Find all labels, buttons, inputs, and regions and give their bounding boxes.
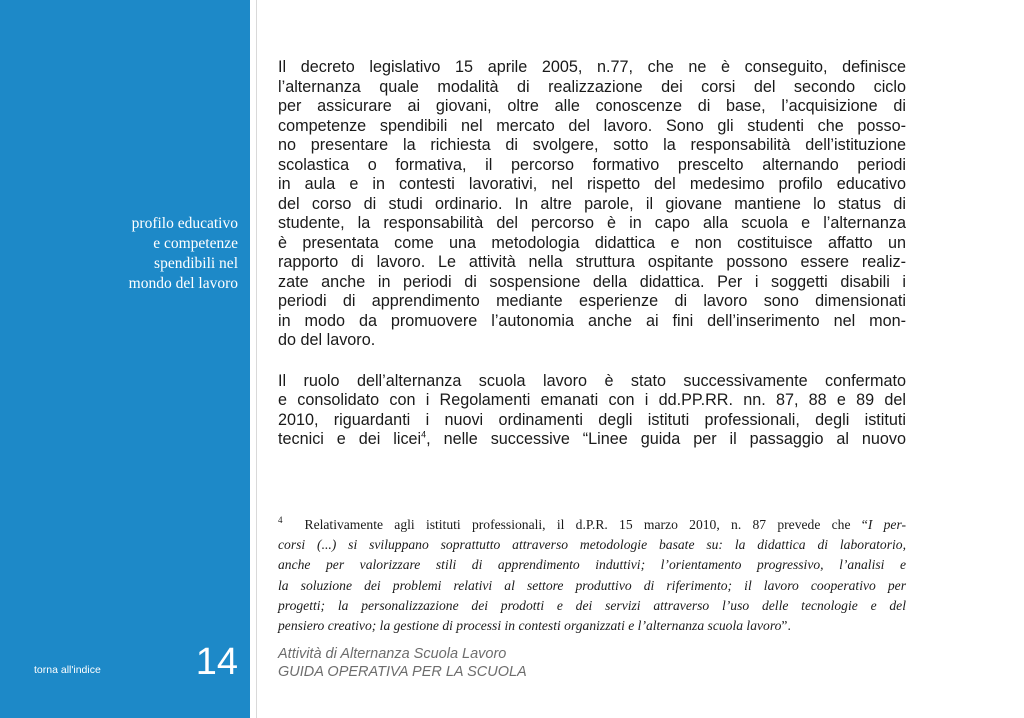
text-line: e consolidato con i Regolamenti emanati con i dd.PP.RR. nn. 87, 88 e 89 del [278, 391, 906, 409]
footnote-quote: anche per valorizzare stili di apprendimento induttivi; l’orientamento progressivo, l’analisi e [278, 557, 906, 573]
section-title-line: mondo del lavoro [128, 275, 238, 292]
text-line: in modo da promuovere l’autonomia anche ai fini dell’inserimento nel mon- [278, 311, 906, 330]
text-line: no presentare la richiesta di svolgere, sotto la responsabilità dell’istituzione [278, 136, 906, 154]
text-fragment: , nelle successive “Linee guida per il passaggio al nuovo [426, 430, 906, 448]
footnote-line [278, 535, 906, 555]
footer-title: Attività di Alternanza Scuola Lavoro [278, 646, 507, 662]
text-line: in aula e in contesti lavorativi, nel rispetto del medesimo profilo educativo [278, 175, 906, 193]
footnote-line [278, 576, 906, 596]
text-line [278, 430, 906, 450]
text-line: è presentata come una metodologia didattica e non costituisce affatto un [278, 233, 906, 252]
footnote-quote: pensiero creativo; la gestione di processi in contesti organizzati e l’alternanza scuola lavoro [278, 618, 782, 634]
paragraph-2 [278, 372, 906, 450]
sidebar [0, 0, 250, 718]
running-footer [278, 645, 527, 681]
footnote-line [278, 616, 906, 636]
text-fragment: tecnici e dei licei [278, 430, 422, 448]
footnote-quote: I per- [867, 517, 907, 532]
text-line: studente, la responsabilità del percorso è in capo alla scuola e l’alternanza [278, 214, 906, 232]
text-line: 2010, riguardanti i nuovi ordinamenti degli istituti professionali, degli istituti [278, 410, 906, 429]
footnote-text: Relativamente agli istituti professionali, il d.P.R. 15 marzo 2010, n. 87 prevede che “ [304, 517, 868, 532]
body-text [278, 58, 906, 450]
text-line: competenze spendibili nel mercato del lavoro. Sono gli studenti che posso- [278, 116, 906, 135]
margin-divider [256, 0, 257, 718]
text-line: del corso di studi ordinario. In altre parole, il giovane mantiene lo status di [278, 194, 906, 213]
footer-subtitle: GUIDA OPERATIVA PER LA SCUOLA [278, 664, 527, 680]
section-title [18, 214, 238, 294]
text-line: Il ruolo dell’alternanza scuola lavoro è stato successivamente confermato [278, 371, 906, 390]
text-line: rapporto di lavoro. Le attività nella struttura ospitante possono essere realiz- [278, 253, 906, 271]
section-title-line: profilo educativo [131, 215, 238, 232]
footnote-quote: la soluzione dei problemi relativi al settore produttivo di riferimento; il lavoro cooperativo per [278, 577, 906, 593]
text-line: Il decreto legislativo 15 aprile 2005, n.77, che ne è conseguito, definisce [278, 58, 906, 76]
footnote [278, 510, 906, 636]
section-title-line: e competenze [153, 235, 238, 252]
footnote-number: 4 [278, 515, 283, 525]
footnote-line [278, 596, 906, 616]
text-line: periodi di apprendimento mediante esperienze di lavoro sono dimensionati [278, 292, 906, 310]
footnote-line [278, 555, 906, 575]
paragraph-1 [278, 58, 906, 351]
text-line: scolastica o formativa, il percorso formativo prescelto alternando periodi [278, 155, 906, 174]
section-title-line: spendibili nel [154, 255, 238, 272]
footnote-reference[interactable]: 4 [421, 429, 427, 440]
footnote-quote: corsi (...) si sviluppano soprattutto attraverso metodologie basate su: la didattica di laboratorio, [278, 537, 906, 553]
footnote-quote: progetti; la personalizzazione dei prodotti e dei servizi attraverso l’uso delle tecnologie e del [278, 597, 906, 613]
page-number: 14 [195, 641, 238, 683]
footnote-line [278, 510, 906, 535]
text-line: zate anche in periodi di sospensione della didattica. Per i soggetti disabili i [278, 272, 906, 291]
text-line: per assicurare ai giovani, oltre alle conoscenze di base, l’acquisizione di [278, 97, 906, 115]
back-to-index-link[interactable]: torna all'indice [34, 664, 101, 676]
text-line: l’alternanza quale modalità di realizzazione dei corsi del secondo ciclo [278, 77, 906, 96]
footnote-text: ”. [781, 618, 791, 634]
text-line: do del lavoro. [278, 331, 376, 349]
